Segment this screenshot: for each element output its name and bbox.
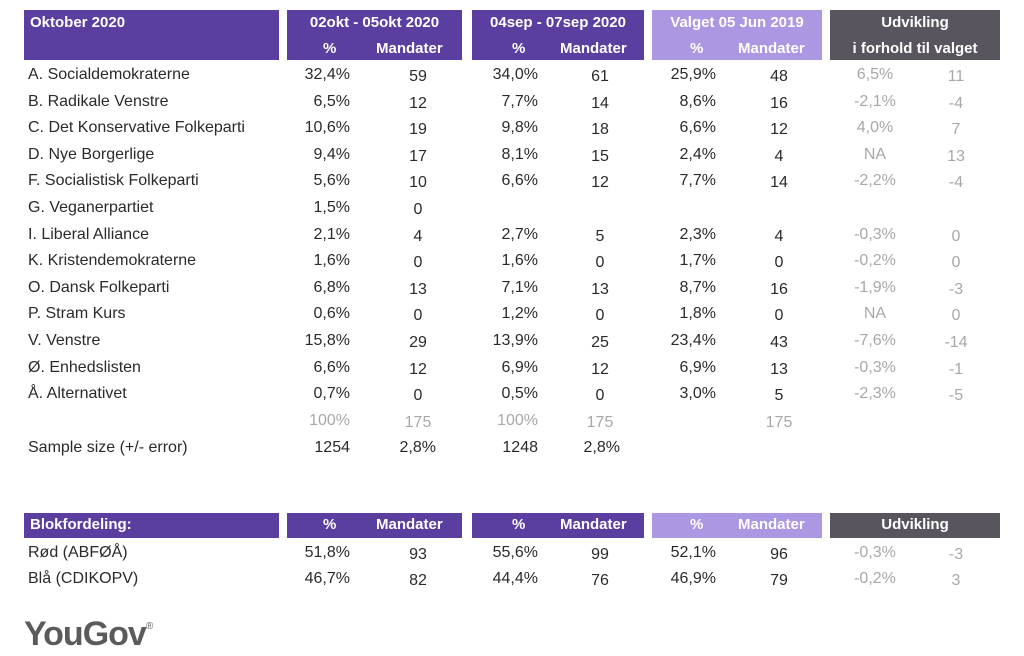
party-row-c2-pct: 1,6% bbox=[501, 252, 538, 270]
party-row-dev-pct: 6,5% bbox=[856, 66, 894, 83]
party-row-c3-pct: 25,9% bbox=[670, 66, 716, 83]
party-row-c1-mandates: 13 bbox=[409, 280, 427, 298]
party-row-dev-pct: -2,3% bbox=[854, 385, 896, 403]
party-row-c3-pct: 1,7% bbox=[679, 252, 716, 270]
party-row-c2-mandates: 0 bbox=[595, 387, 605, 405]
party-row-dev-mandates: 13 bbox=[947, 147, 965, 165]
party-row-dev-pct: -0,2% bbox=[854, 252, 896, 270]
party-row-dev-pct: NA bbox=[863, 305, 887, 323]
party-row-c2-pct: 9,8% bbox=[501, 119, 538, 137]
party-row-name: Å. Alternativet bbox=[28, 385, 127, 403]
party-row-dev-pct: 4,0% bbox=[856, 119, 894, 137]
party-row-c1-mandates: 4 bbox=[413, 227, 423, 245]
logo-mark: ® bbox=[145, 621, 153, 632]
party-row-dev-mandates: 0 bbox=[951, 307, 961, 325]
block-row-c2-mandates: 99 bbox=[591, 546, 609, 563]
header-col1 bbox=[287, 10, 462, 60]
party-row-c2-mandates: 5 bbox=[595, 227, 605, 245]
col3-mandates-label: Mandater bbox=[738, 40, 805, 57]
yougov-logo bbox=[24, 615, 152, 654]
blocks-header-col1 bbox=[287, 513, 462, 538]
party-row-dev-mandates: -4 bbox=[948, 94, 964, 112]
col2-title: 04sep - 07sep 2020 bbox=[490, 14, 626, 31]
party-row-c1-pct: 6,6% bbox=[313, 358, 350, 376]
sample-c2-n: 1248 bbox=[502, 439, 538, 456]
party-row-c1-mandates: 0 bbox=[413, 307, 423, 325]
block-row-c3-mandates: 96 bbox=[770, 546, 788, 563]
block-row-dev-mandates: 3 bbox=[951, 572, 961, 589]
party-row-c1-pct: 6,5% bbox=[313, 92, 350, 110]
col3-title: Valget 05 Jun 2019 bbox=[670, 14, 804, 31]
party-row-c2-pct: 13,9% bbox=[492, 332, 538, 349]
party-row-c3-mandates: 13 bbox=[770, 360, 788, 378]
party-row-c3-pct: 8,6% bbox=[679, 92, 716, 110]
party-row-c1-mandates: 12 bbox=[409, 94, 427, 112]
blocks-col3-mandates: Mandater bbox=[738, 516, 805, 533]
party-row-c1-pct: 2,1% bbox=[313, 225, 350, 243]
party-row-c3-mandates: 48 bbox=[770, 68, 788, 85]
party-row-c1-mandates: 19 bbox=[409, 121, 427, 139]
col2-pct-label: % bbox=[512, 40, 526, 57]
party-row-dev-pct: -0,3% bbox=[854, 225, 896, 243]
party-row-c3-pct: 23,4% bbox=[670, 332, 716, 349]
party-row-dev-mandates: 0 bbox=[951, 227, 961, 245]
party-row-c3-pct: 1,8% bbox=[679, 305, 716, 323]
party-row-c2-pct: 7,7% bbox=[501, 92, 538, 110]
block-row-c1-pct: 51,8% bbox=[304, 544, 350, 561]
party-row-name: C. Det Konservative Folkeparti bbox=[28, 119, 245, 137]
blocks-col1-pct: % bbox=[323, 516, 337, 533]
party-row-name: V. Venstre bbox=[28, 332, 101, 349]
block-row-c2-mandates: 76 bbox=[591, 572, 609, 589]
party-row-c1-pct: 15,8% bbox=[304, 332, 350, 349]
party-row-c2-mandates: 0 bbox=[595, 254, 605, 272]
party-row-c3-mandates: 12 bbox=[770, 121, 788, 139]
party-row-c3-mandates: 0 bbox=[774, 307, 784, 325]
blocks-label: Blokfordeling: bbox=[30, 516, 132, 533]
party-row-c3-pct: 3,0% bbox=[679, 385, 716, 403]
total-c2-pct: 100% bbox=[497, 412, 538, 429]
block-row-dev-pct: -0,2% bbox=[854, 570, 896, 587]
party-row-dev-mandates: -1 bbox=[948, 360, 964, 378]
party-row-c2-pct: 7,1% bbox=[501, 278, 538, 296]
blocks-dev-label: Udvikling bbox=[881, 516, 949, 533]
sample-c1-n: 1254 bbox=[314, 439, 350, 456]
blocks-header-col4 bbox=[830, 513, 1000, 538]
party-row-c2-mandates: 13 bbox=[591, 280, 609, 298]
block-row-c3-mandates: 79 bbox=[770, 572, 788, 589]
party-row-name: P. Stram Kurs bbox=[28, 305, 126, 323]
party-row-c1-pct: 9,4% bbox=[313, 145, 350, 163]
block-row-c1-pct: 46,7% bbox=[304, 570, 350, 587]
header-period bbox=[24, 10, 279, 60]
col1-pct-label: % bbox=[323, 40, 337, 57]
party-row-c2-pct: 1,2% bbox=[501, 305, 538, 323]
party-row-c3-pct: 2,4% bbox=[679, 145, 716, 163]
party-row-c2-mandates: 0 bbox=[595, 307, 605, 325]
party-row-c1-mandates: 0 bbox=[413, 201, 423, 218]
party-row-c3-mandates: 4 bbox=[774, 147, 784, 165]
party-row-dev-mandates: 11 bbox=[947, 68, 965, 85]
block-row-dev-mandates: -3 bbox=[948, 546, 964, 563]
blocks-header-col3 bbox=[652, 513, 822, 538]
header-col4 bbox=[830, 10, 1000, 60]
blocks-col1-mandates: Mandater bbox=[376, 516, 443, 533]
party-row-c1-pct: 1,6% bbox=[313, 252, 350, 270]
party-row-dev-pct: -0,3% bbox=[854, 358, 896, 376]
party-row-dev-pct: -2,2% bbox=[854, 172, 896, 190]
block-row-name: Rød (ABFØÅ) bbox=[28, 544, 128, 561]
party-row-c1-mandates: 10 bbox=[409, 174, 427, 192]
party-row-dev-pct: -2,1% bbox=[854, 92, 896, 110]
party-row-c1-pct: 5,6% bbox=[313, 172, 350, 190]
col3-pct-label: % bbox=[690, 40, 704, 57]
party-row-name: A. Socialdemokraterne bbox=[28, 66, 190, 83]
party-row-c3-mandates: 16 bbox=[770, 94, 788, 112]
block-row-name: Blå (CDIKOPV) bbox=[28, 570, 139, 587]
party-row-c3-mandates: 0 bbox=[774, 254, 784, 272]
block-row-c1-mandates: 93 bbox=[409, 546, 427, 563]
party-row-c1-mandates: 0 bbox=[413, 387, 423, 405]
header-col2 bbox=[472, 10, 644, 60]
party-row-dev-mandates: -14 bbox=[944, 334, 968, 351]
party-row-c2-mandates: 12 bbox=[591, 360, 609, 378]
party-row-c3-pct: 6,6% bbox=[679, 119, 716, 137]
party-row-c1-pct: 0,7% bbox=[313, 385, 350, 403]
party-row-dev-mandates: -3 bbox=[948, 280, 964, 298]
party-row-c2-mandates: 14 bbox=[591, 94, 609, 112]
total-c3-mandates: 175 bbox=[765, 414, 793, 431]
blocks-col2-pct: % bbox=[512, 516, 526, 533]
party-row-c1-pct: 1,5% bbox=[313, 199, 350, 216]
party-row-name: D. Nye Borgerlige bbox=[28, 145, 155, 163]
party-row-c3-mandates: 16 bbox=[770, 280, 788, 298]
party-row-dev-mandates: 0 bbox=[951, 254, 961, 272]
block-row-c2-pct: 55,6% bbox=[492, 544, 538, 561]
logo-text: YouGov bbox=[24, 615, 146, 653]
party-row-c2-pct: 6,6% bbox=[501, 172, 538, 190]
party-row-dev-pct: -7,6% bbox=[854, 332, 896, 349]
party-row-name: B. Radikale Venstre bbox=[28, 92, 169, 110]
party-row-dev-mandates: -5 bbox=[948, 387, 964, 405]
col1-mandates-label: Mandater bbox=[376, 40, 443, 57]
party-row-dev-pct: NA bbox=[863, 145, 887, 163]
party-row-c2-pct: 34,0% bbox=[492, 66, 538, 83]
col4-title-line2: i forhold til valget bbox=[852, 40, 978, 57]
party-row-c2-mandates: 18 bbox=[591, 121, 609, 139]
col1-title: 02okt - 05okt 2020 bbox=[309, 14, 440, 31]
blocks-col3-pct: % bbox=[690, 516, 704, 533]
party-row-c3-pct: 6,9% bbox=[679, 358, 716, 376]
party-row-dev-mandates: -4 bbox=[948, 174, 964, 192]
party-row-c3-mandates: 43 bbox=[770, 334, 788, 351]
block-row-c3-pct: 52,1% bbox=[670, 544, 716, 561]
party-row-c1-pct: 10,6% bbox=[304, 119, 350, 137]
total-c1-pct: 100% bbox=[309, 412, 350, 429]
party-row-name: F. Socialistisk Folkeparti bbox=[28, 172, 199, 190]
total-c2-mandates: 175 bbox=[586, 414, 614, 431]
blocks-header-label bbox=[24, 513, 279, 538]
party-row-c1-mandates: 12 bbox=[409, 360, 427, 378]
party-row-c2-pct: 0,5% bbox=[501, 385, 538, 403]
party-row-c2-pct: 2,7% bbox=[501, 225, 538, 243]
block-row-c3-pct: 46,9% bbox=[670, 570, 716, 587]
party-row-name: K. Kristendemokraterne bbox=[28, 252, 197, 270]
party-row-name: Ø. Enhedslisten bbox=[28, 358, 141, 376]
party-row-c2-pct: 8,1% bbox=[501, 145, 538, 163]
blocks-header-col2 bbox=[472, 513, 644, 538]
party-row-c3-mandates: 5 bbox=[774, 387, 784, 405]
block-row-dev-pct: -0,3% bbox=[854, 544, 896, 561]
party-row-c3-pct: 7,7% bbox=[679, 172, 716, 190]
party-row-c1-mandates: 59 bbox=[409, 68, 427, 85]
party-row-c2-mandates: 61 bbox=[591, 68, 609, 85]
total-c1-mandates: 175 bbox=[404, 414, 432, 431]
party-row-c1-mandates: 29 bbox=[409, 334, 427, 351]
party-row-name: G. Veganerpartiet bbox=[28, 199, 154, 216]
party-row-c3-pct: 8,7% bbox=[679, 278, 716, 296]
blocks-col2-mandates: Mandater bbox=[560, 516, 627, 533]
party-row-dev-mandates: 7 bbox=[951, 121, 961, 139]
period-label: Oktober 2020 bbox=[30, 14, 126, 31]
sample-c2-error: 2,8% bbox=[583, 439, 620, 456]
party-row-c2-mandates: 12 bbox=[591, 174, 609, 192]
party-row-name: I. Liberal Alliance bbox=[28, 225, 149, 243]
party-row-dev-pct: -1,9% bbox=[854, 278, 896, 296]
sample-label: Sample size (+/- error) bbox=[28, 439, 188, 456]
party-row-c2-mandates: 25 bbox=[591, 334, 609, 351]
party-row-c2-pct: 6,9% bbox=[501, 358, 538, 376]
party-row-c1-pct: 6,8% bbox=[313, 278, 350, 296]
block-row-c2-pct: 44,4% bbox=[492, 570, 538, 587]
header-col3 bbox=[652, 10, 822, 60]
party-row-c1-mandates: 17 bbox=[409, 147, 427, 165]
block-row-c1-mandates: 82 bbox=[409, 572, 427, 589]
col2-mandates-label: Mandater bbox=[560, 40, 627, 57]
party-row-c3-mandates: 14 bbox=[770, 174, 788, 192]
party-row-c1-mandates: 0 bbox=[413, 254, 423, 272]
party-row-c2-mandates: 15 bbox=[591, 147, 609, 165]
party-row-c3-pct: 2,3% bbox=[679, 225, 716, 243]
party-row-c3-mandates: 4 bbox=[774, 227, 784, 245]
party-row-name: O. Dansk Folkeparti bbox=[28, 278, 170, 296]
col4-title-line1: Udvikling bbox=[881, 14, 949, 31]
party-row-c1-pct: 32,4% bbox=[304, 66, 350, 83]
sample-c1-error: 2,8% bbox=[399, 439, 436, 456]
party-row-c1-pct: 0,6% bbox=[313, 305, 350, 323]
